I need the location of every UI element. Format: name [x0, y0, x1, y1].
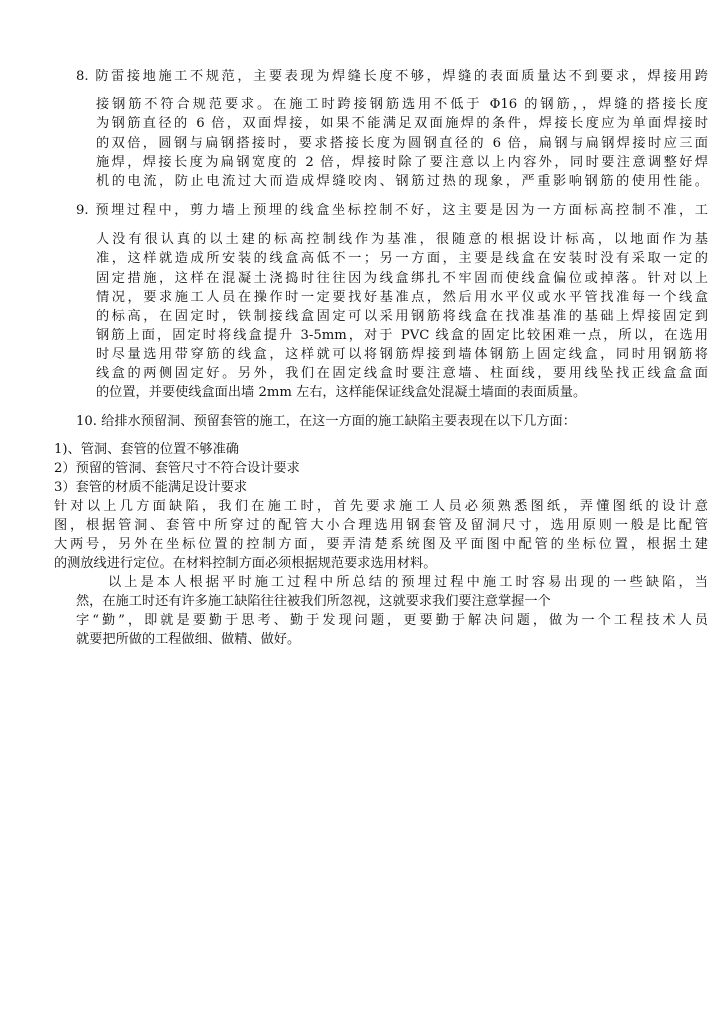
item10-body-line-1: 针对以上几方面缺陷，我们在施工时，首先要求施工人员必须熟悉图纸，弄懂图纸的设计意: [54, 499, 708, 514]
item9-line-9: 线盒的两侧固定好。另外，我们在固定线盒时要注意墙、柱面线，要用线坠找正线盒盒面: [96, 366, 708, 381]
item10-point-3: 3）套管的材质不能满足设计要求: [54, 480, 248, 495]
conclusion-line-2: 然，在施工时还有许多施工缺陷往往被我们所忽视，这就要求我们要注意掌握一个: [76, 594, 551, 609]
item8-line-3: 为钢筋直径的 6 倍，双面焊接，如果不能满足双面施焊的条件，焊接长度应为单面焊接时: [96, 116, 708, 131]
item8-line-1: 8. 防雷接地施工不规范，主要表现为焊缝长度不够，焊缝的表面质量达不到要求，焊接用跨: [76, 69, 708, 84]
item10-body-line-3: 大两号，另外在坐标位置的控制方面，要弄清楚系统图及平面图中配管的坐标位置，根据土建: [54, 537, 708, 552]
item10-body-line-2: 图，根据管洞、套管中所穿过的配管大小合理选用钢套管及留洞尺寸，选用原则一般是比配管: [54, 518, 708, 533]
item8-line-6: 机的电流，防止电流过大而造成焊缝咬肉、钢筋过热的现象，严重影响钢筋的使用性能。: [96, 174, 708, 189]
item8-line-2: 接钢筋不符合规范要求。在施工时跨接钢筋选用不低于 Φ16 的钢筋，，焊缝的搭接长度: [96, 97, 708, 112]
conclusion-line-4: 就要把所做的工程做细、做精、做好。: [76, 632, 301, 647]
item9-line-2: 人没有很认真的以土建的标高控制线作为基准，很随意的根据设计标高，以地面作为基: [96, 232, 708, 247]
item8-line-5: 施焊，焊接长度为扁钢宽度的 2 倍，焊接时除了要注意以上内容外，同时要注意调整好焊: [96, 155, 708, 170]
item9-line-7: 钢筋上面，固定时将线盒提升 3-5mm，对于 PVC 线盒的固定比较困难一点，所以，在选用: [96, 328, 708, 343]
item8-line-4: 的双倍，圆钢与扁钢搭接时，要求搭接长度为圆钢直径的 6 倍，扁钢与扁钢焊接时应三面: [96, 136, 708, 151]
item10-point-1: 1)、管洞、套管的位置不够准确: [54, 442, 239, 457]
item9-line-5: 情况，要求施工人员在操作时一定要找好基准点，然后用水平仪或水平管找准每一个线盒: [96, 290, 708, 305]
item10-body-line-4: 的测放线进行定位。在材料控制方面必须根据规范要求选用材料。: [54, 556, 437, 571]
item10-heading: 10. 给排水预留洞、预留套管的施工，在这一方面的施工缺陷主要表现在以下几方面：: [76, 414, 576, 429]
conclusion-line-3: 字“勤”，即就是要勤于思考、勤于发现问题，更要勤于解决问题，做为一个工程技术人员: [76, 613, 708, 628]
item9-line-8: 时尽量选用带穿筋的线盒，这样就可以将钢筋焊接到墙体钢筋上固定线盒，同时用钢筋将: [96, 347, 708, 362]
item9-line-4: 固定措施，这样在混凝土浇捣时往往因为线盒绑扎不牢固而使线盒偏位或掉落。针对以上: [96, 271, 708, 286]
item10-point-2: 2）预留的管洞、套管尺寸不符合设计要求: [54, 461, 300, 476]
item9-line-6: 的标高，在固定时，铁制接线盒固定可以采用钢筋将线盒在找准基准的基础上焊接固定到: [96, 309, 708, 324]
item9-line-10: 的位置，并要使线盒面出墙 2mm 左右，这样能保证线盒处混凝土墙面的表面质量。: [96, 385, 587, 400]
conclusion-line-1: 以上是本人根据平时施工过程中所总结的预埋过程中施工时容易出现的一些缺陷，当: [108, 575, 708, 590]
item9-line-1: 9. 预埋过程中，剪力墙上预埋的线盒坐标控制不好，这主要是因为一方面标高控制不准，工: [76, 203, 708, 218]
item9-line-3: 准，这样就造成所安装的线盒高低不一；另一方面，主要是线盒在安装时没有采取一定的: [96, 251, 708, 266]
